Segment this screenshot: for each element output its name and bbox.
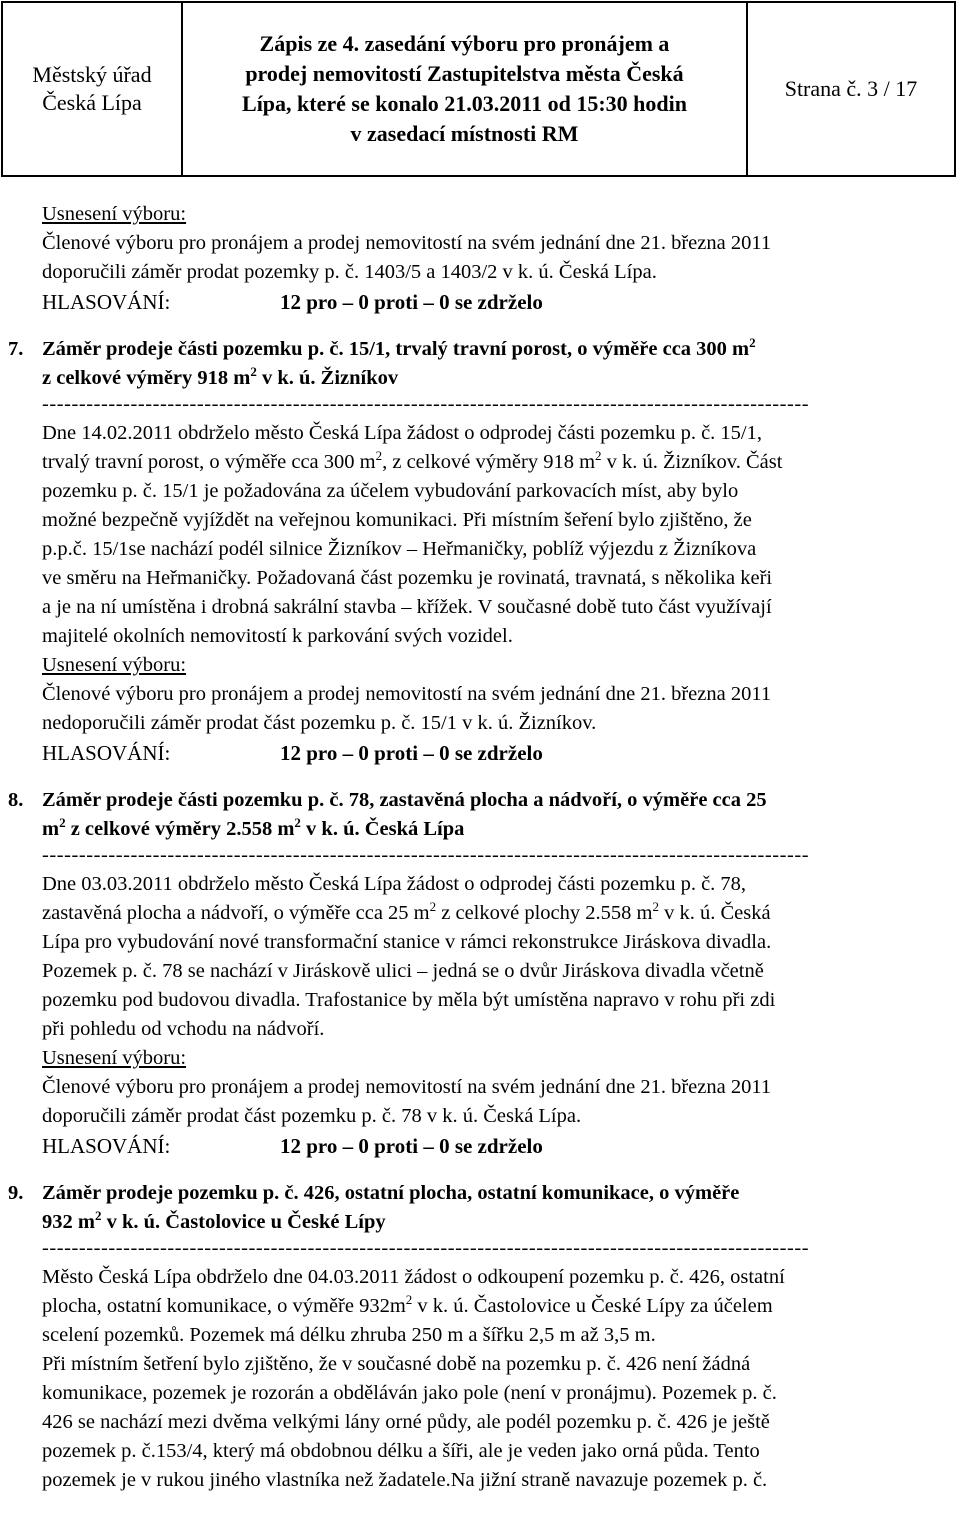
superscript: 2: [59, 815, 66, 830]
body-line: 426 se nachází mezi dvěma velkými lány orné půdy, ale podél pozemku p. č. 426 je ještě: [42, 1411, 770, 1433]
superscript: 2: [294, 815, 301, 830]
body-line: plocha, ostatní komunikace, o výměře $932m^2$ v k. ú. Častolovice u České Lípy za účelem: [42, 1292, 773, 1317]
vote-label: HLASOVÁNÍ:: [42, 1134, 171, 1158]
separator-line: --------------------------------------------------------------------------------------------------------: [42, 394, 810, 415]
body-line: Lípa pro vybudování nové transformační stanice v rámci rekonstrukce Jiráskova divadla.: [42, 931, 772, 953]
separator-line: --------------------------------------------------------------------------------------------------------: [42, 845, 810, 866]
title-line: prodej nemovitostí Zastupitelstva města Česká: [245, 61, 684, 86]
vote-label: HLASOVÁNÍ:: [42, 741, 171, 765]
document-body: [8, 200, 937, 1495]
resolution-label: Usnesení výboru:: [42, 654, 187, 676]
item-number: 8.: [8, 789, 24, 811]
body-line: Dne 14.02.2011 obdrželo město Česká Lípa žádost o odprodej části pozemku p. č. 15/1,: [42, 422, 762, 444]
heading-text: 932 m: [42, 1211, 95, 1233]
body-line: pozemek je v rukou jiného vlastníka než žadatele.Na jižní straně navazuje pozemek p. č.: [42, 1469, 768, 1491]
body-line: komunikace, pozemek je rozorán a obděláván jako pole (není v pronájmu). Pozemek p. č.: [42, 1382, 777, 1404]
heading-text: m: [42, 818, 60, 840]
heading-text: v k. ú. Častolovice u České Lípy: [101, 1211, 386, 1233]
body-line: p.p.č. 15/1se nachází podél silnice Žizníkov – Heřmaničky, poblíž výjezdu z Žizníkova: [42, 538, 757, 560]
resolution-text: doporučili záměr prodat pozemky p. č. 1403/5 a 1403/2 v k. ú. Česká Lípa.: [42, 261, 657, 283]
vote-result: 12 pro – 0 proti – 0 se zdrželo: [280, 1134, 543, 1158]
title-line: Lípa, které se konalo 21.03.2011 od 15:30 hodin: [242, 91, 687, 116]
heading-text: v k. ú. Žizníkov: [256, 367, 399, 389]
body-line: scelení pozemků. Pozemek má délku zhruba 250 m a šířku 2,5 m až 3,5 m.: [42, 1324, 656, 1346]
superscript: 2: [94, 1208, 102, 1223]
resolution-text: nedoporučili záměr prodat část pozemku p. č. 15/1 v k. ú. Žizníkov.: [42, 712, 597, 734]
body-line: trvalý travní porost, o výměře cca 300 $m^2$, z celkové výměry 918 $m^2$ v k. ú. Žizníkov. Část: [42, 448, 783, 473]
item-number: 9.: [8, 1182, 24, 1204]
resolution-label: Usnesení výboru:: [42, 203, 187, 225]
item-heading: [8, 1179, 937, 1237]
body-line: při pohledu od vchodu na nádvoří.: [42, 1018, 325, 1040]
office-cell: [3, 3, 183, 175]
heading-text: v k. ú. Česká Lípa: [300, 818, 465, 840]
body-line: majitelé okolních nemovitostí k parkování svých vozidel.: [42, 625, 513, 647]
body-line: Při místním šetření bylo zjištěno, že v současné době na pozemku p. č. 426 není žádná: [42, 1353, 751, 1375]
page-number: Strana č. 3 / 17: [784, 76, 918, 101]
body-line: pozemku pod budovou divadla. Trafostanice by měla být umístěna napravo v rohu při zdi: [42, 989, 776, 1011]
superscript: 2: [749, 335, 756, 350]
page-number-cell: [748, 3, 954, 175]
body-line: pozemku p. č. 15/1 je požadována za účelem vybudování parkovacích míst, aby bylo: [42, 480, 739, 502]
title-line: v zasedací místnosti RM: [350, 121, 579, 146]
heading-text: Záměr prodeje části pozemku p. č. 78, zastavěná plocha a nádvoří, o výměře cca 25: [42, 789, 767, 811]
resolution-text: Členové výboru pro pronájem a prodej nemovitostí na svém jednání dne 21. března 2011: [42, 683, 772, 705]
vote-row: [42, 738, 937, 768]
body-line: Pozemek p. č. 78 se nachází v Jiráskově ulici – jedná se o dvůr Jiráskova divadla včetně: [42, 960, 764, 982]
heading-text: Záměr prodeje části pozemku p. č. 15/1, trvalý travní porost, o výměře cca 300 m: [42, 338, 750, 360]
resolution-text: doporučili záměr prodat část pozemku p. č. 78 v k. ú. Česká Lípa.: [42, 1105, 582, 1127]
vote-row: [42, 287, 937, 317]
body-line: ve směru na Heřmaničky. Požadovaná část pozemku je rovinatá, travnatá, s několika keři: [42, 567, 773, 589]
office-name-line: Městský úřad: [32, 62, 152, 87]
vote-label: HLASOVÁNÍ:: [42, 290, 171, 314]
body-line: pozemek p. č.153/4, který má obdobnou délku a šíři, ale je veden jako orná půda. Tento: [42, 1440, 760, 1462]
title-cell: [183, 3, 748, 175]
resolution-label: Usnesení výboru:: [42, 1047, 187, 1069]
heading-text: Záměr prodeje pozemku p. č. 426, ostatní plocha, ostatní komunikace, o výměře: [42, 1182, 740, 1204]
body-line: zastavěná plocha a nádvoří, o výměře cca 25 $m^2$ z celkové plochy 2.558 $m^2$ v k. ú. Česká: [42, 899, 771, 924]
heading-text: z celkové výměry 2.558 m: [65, 818, 295, 840]
item-heading: [8, 335, 937, 393]
heading-text: z celkové výměry 918 m: [42, 367, 251, 389]
body-line: Dne 03.03.2011 obdrželo město Česká Lípa žádost o odprodej části pozemku p. č. 78,: [42, 873, 747, 895]
resolution-text: Členové výboru pro pronájem a prodej nemovitostí na svém jednání dne 21. března 2011: [42, 232, 772, 254]
vote-row: [42, 1131, 937, 1161]
vote-result: 12 pro – 0 proti – 0 se zdrželo: [280, 741, 543, 765]
body-line: a je na ní umístěna i drobná sakrální stavba – křížek. V současné době tuto část využívají: [42, 596, 772, 618]
item-heading: [8, 786, 937, 844]
item-number: 7.: [8, 338, 24, 360]
body-line: možné bezpečně vyjíždět na veřejnou komunikaci. Při místním šeření bylo zjištěno, že: [42, 509, 752, 531]
separator-line: --------------------------------------------------------------------------------------------------------: [42, 1238, 810, 1259]
body-line: Město Česká Lípa obdrželo dne 04.03.2011 žádost o odkoupení pozemku p. č. 426, ostatní: [42, 1266, 785, 1288]
office-city-line: Česká Lípa: [42, 90, 142, 115]
vote-result: 12 pro – 0 proti – 0 se zdrželo: [280, 290, 543, 314]
title-line: Zápis ze 4. zasedání výboru pro pronájem a: [259, 31, 670, 56]
resolution-text: Členové výboru pro pronájem a prodej nemovitostí na svém jednání dne 21. března 2011: [42, 1076, 772, 1098]
document-header: [1, 1, 956, 177]
superscript: 2: [250, 364, 257, 379]
